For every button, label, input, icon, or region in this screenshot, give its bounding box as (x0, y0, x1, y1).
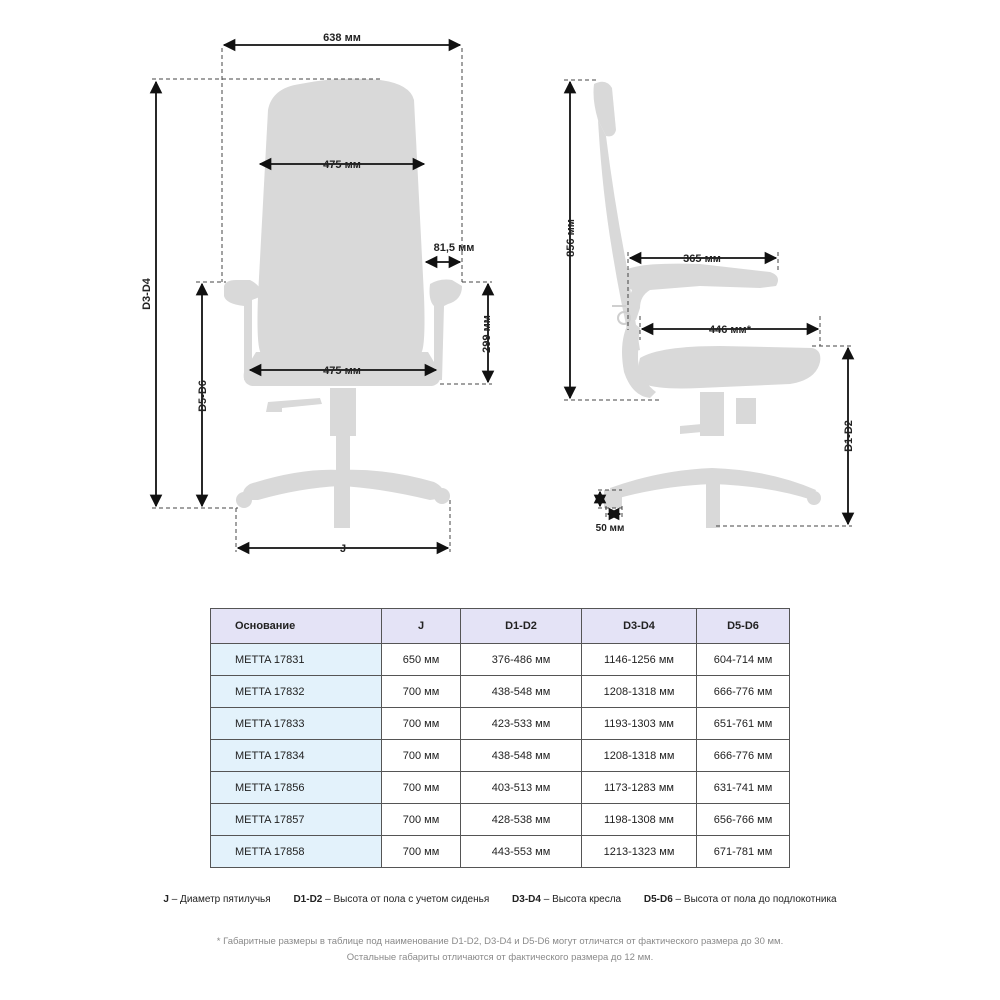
cell-d3d4: 1213-1323 мм (582, 836, 697, 868)
label-width-total: 638 мм (323, 32, 361, 44)
header-d1d2: D1-D2 (461, 609, 582, 644)
legend-item-j (163, 894, 270, 905)
cell-base: METTA 17831 (211, 644, 382, 676)
front-right-caster (434, 488, 450, 504)
label-caster: 50 мм (595, 523, 625, 534)
cell-base: METTA 17857 (211, 804, 382, 836)
side-headrest (594, 82, 617, 137)
side-caster (604, 490, 622, 508)
label-j: J (339, 543, 347, 555)
legend-item-d1d2 (293, 894, 489, 905)
legend-text: – Диаметр пятилучья (168, 894, 271, 905)
side-right-caster (807, 491, 821, 505)
side-base-leg (706, 476, 720, 528)
legend (0, 894, 1000, 905)
dimensions-table (210, 608, 790, 868)
header-j: J (382, 609, 461, 644)
front-tilt-lever (266, 398, 322, 412)
cell-j: 700 мм (382, 836, 461, 868)
cell-base: METTA 17834 (211, 740, 382, 772)
cell-d1d2: 438-548 мм (461, 740, 582, 772)
cell-d3d4: 1173-1283 мм (582, 772, 697, 804)
label-armrest-depth: 365 мм (683, 253, 721, 265)
cell-d5d6: 666-776 мм (697, 740, 790, 772)
cell-d3d4: 1193-1303 мм (582, 708, 697, 740)
cell-d1d2: 438-548 мм (461, 676, 582, 708)
cell-d1d2: 428-538 мм (461, 804, 582, 836)
legend-key: D5-D6 (643, 894, 673, 905)
cell-j: 650 мм (382, 644, 461, 676)
cell-d3d4: 1146-1256 мм (582, 644, 697, 676)
legend-item-d5d6 (644, 894, 837, 905)
cell-d1d2: 376-486 мм (461, 644, 582, 676)
table-row (211, 804, 790, 836)
cell-j: 700 мм (382, 740, 461, 772)
side-mechanism (736, 398, 756, 424)
cell-d3d4: 1208-1318 мм (582, 740, 697, 772)
label-d1d2: D1-D2 (843, 420, 855, 452)
legend-key: D1-D2 (293, 894, 323, 905)
label-armrest-height: 299 мм (481, 315, 493, 353)
footnote-line-1: * Габаритные размеры в таблице под наименование D1-D2, D3-D4 и D5-D6 могут отличатся от фактического размера до 30 мм. (216, 936, 784, 947)
legend-item-d3d4 (512, 894, 621, 905)
front-backrest (258, 79, 425, 354)
cell-d1d2: 403-513 мм (461, 772, 582, 804)
cell-d1d2: 443-553 мм (461, 836, 582, 868)
table-row (211, 740, 790, 772)
cell-d5d6: 651-761 мм (697, 708, 790, 740)
legend-text: – Высота от пола с учетом сиденья (322, 894, 490, 905)
label-d5d6: D5-D6 (197, 380, 209, 412)
label-d3d4: D3-D4 (141, 278, 153, 310)
label-seat-width: 475 мм (323, 365, 361, 377)
table-header-row (211, 609, 790, 644)
cell-d5d6: 631-741 мм (697, 772, 790, 804)
legend-text: – Высота от пола до подлокотника (672, 894, 837, 905)
label-back-height: 856 мм (565, 219, 577, 257)
table-row (211, 836, 790, 868)
table-row (211, 772, 790, 804)
legend-key: J (163, 894, 169, 905)
front-view-chair (224, 79, 462, 528)
cell-d3d4: 1198-1308 мм (582, 804, 697, 836)
legend-text: – Высота кресла (540, 894, 622, 905)
cell-d5d6: 671-781 мм (697, 836, 790, 868)
cell-d5d6: 656-766 мм (697, 804, 790, 836)
cell-d5d6: 604-714 мм (697, 644, 790, 676)
header-d3d4: D3-D4 (582, 609, 697, 644)
table-row (211, 644, 790, 676)
front-base-leg (334, 484, 350, 528)
cell-d5d6: 666-776 мм (697, 676, 790, 708)
front-left-caster (236, 492, 252, 508)
cell-j: 700 мм (382, 676, 461, 708)
footnote-line-2: Остальные габариты отличаются от фактического размера до 12 мм. (346, 952, 654, 963)
front-right-armrest (430, 280, 463, 381)
cell-j: 700 мм (382, 772, 461, 804)
cell-base: METTA 17832 (211, 676, 382, 708)
header-d5d6: D5-D6 (697, 609, 790, 644)
cell-base: METTA 17858 (211, 836, 382, 868)
cell-j: 700 мм (382, 804, 461, 836)
side-gas-lift (700, 392, 724, 436)
header-base: Основание (211, 609, 382, 644)
label-armrest-offset: 81,5 мм (433, 242, 475, 254)
cell-base: METTA 17856 (211, 772, 382, 804)
side-lever (680, 424, 702, 434)
cell-d1d2: 423-533 мм (461, 708, 582, 740)
label-seat-depth: 446 мм* (709, 324, 751, 336)
side-seat (639, 346, 821, 389)
table-row (211, 708, 790, 740)
cell-d3d4: 1208-1318 мм (582, 676, 697, 708)
side-armrest (626, 264, 778, 320)
table-row (211, 676, 790, 708)
label-back-width: 475 мм (323, 159, 361, 171)
front-gas-lift (330, 388, 356, 436)
footnotes (0, 934, 1000, 966)
legend-key: D3-D4 (512, 894, 541, 905)
cell-base: METTA 17833 (211, 708, 382, 740)
cell-j: 700 мм (382, 708, 461, 740)
